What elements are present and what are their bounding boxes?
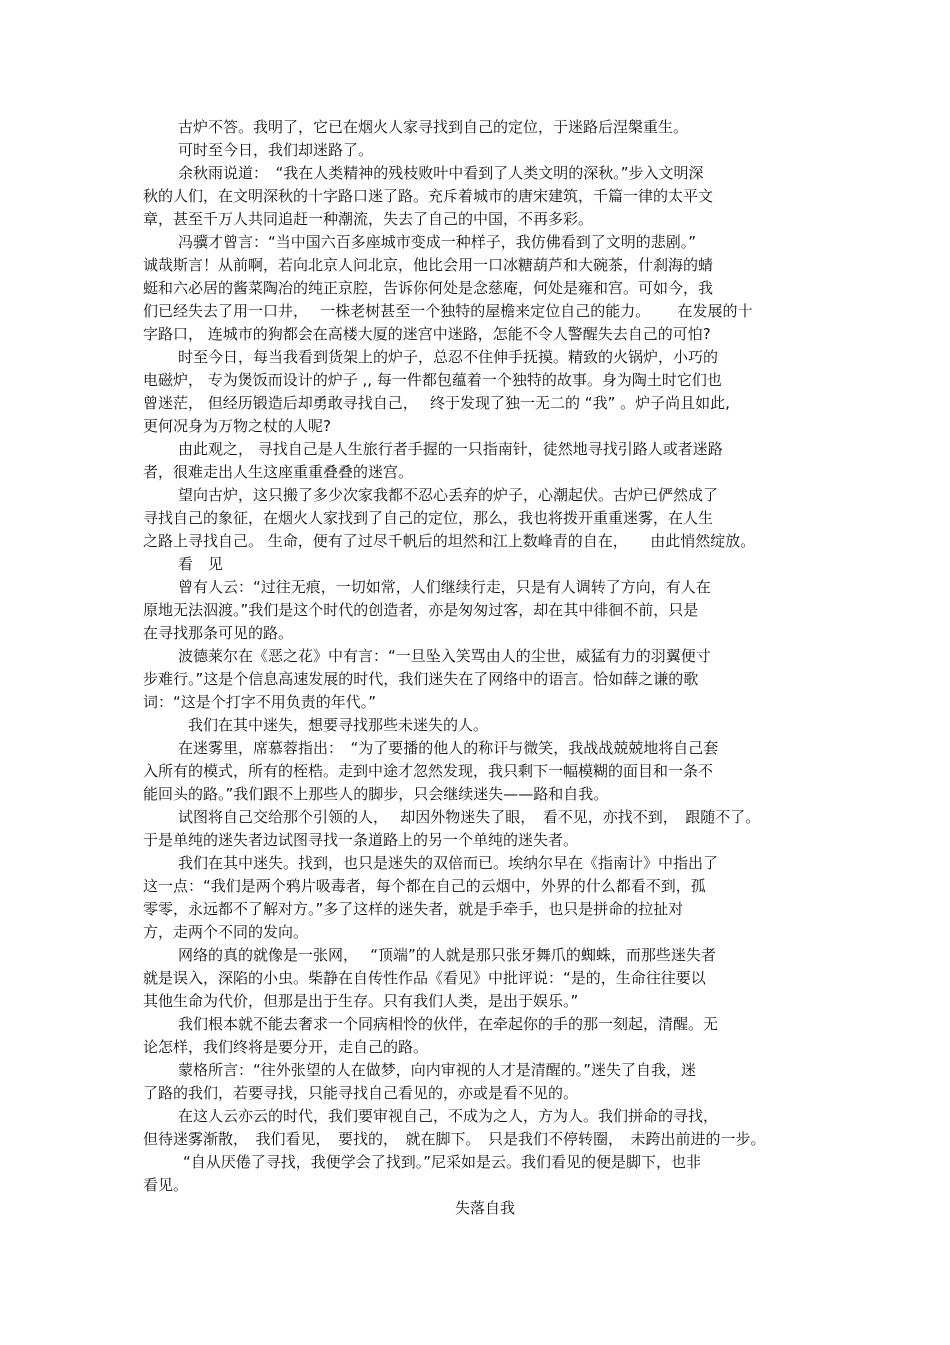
section-heading: 看 见 <box>178 555 224 573</box>
text-line: 冯骥才曾言：“当中国六百多座城市变成一种样子，我仿佛看到了文明的悲剧。” <box>178 233 697 251</box>
text-line: 我们在其中迷失。找到，也只是迷失的双倍而已。埃纳尔早在《指南计》中指出了 <box>178 854 719 872</box>
text-line: 但待迷雾渐散， 我们看见， 要找的， 就在脚下。 只是我们不停转圈， 未跨出前进的一步。 <box>143 1130 766 1148</box>
text-line: 能回头的路。”我们跟不上那些人的脚步，只会继续迷失——路和自我。 <box>143 785 609 803</box>
text-line: 零零，永远都不了解对方。”多了这样的迷失者，就是手牵手，也只是拼命的拉扯对 <box>143 900 684 918</box>
text-line: 秋的人们，在文明深秋的十字路口迷了路。充斥着城市的唐宋建筑，千篇一律的太平文 <box>143 187 714 205</box>
text-line: 试图将自己交给那个引领的人， 却因外物迷失了眼， 看不见，亦找不到， 跟随不了。 <box>178 808 761 826</box>
text-line: 寻找自己的象征，在烟火人家找到了自己的定位，那么，我也将拨开重重迷雾，在人生 <box>143 509 714 527</box>
text-line: 章，甚至千万人共同追赶一种潮流，失去了自己的中国，不再多彩。 <box>143 210 594 228</box>
text-line: 入所有的模式，所有的桎梏。走到中途才忽然发现，我只剩下一幅模糊的面目和一条不 <box>143 762 714 780</box>
text-line: 诚哉斯言！从前啊，若向北京人问北京，他比会用一口冰糖葫芦和大碗茶，什刹海的蜻 <box>143 256 714 274</box>
text-line: 原地无法泅渡。”我们是这个时代的创造者，亦是匆匆过客，却在其中徘徊不前，只是 <box>143 601 699 619</box>
text-line: 方，走两个不同的发向。 <box>143 923 309 941</box>
text-line: 看见。 <box>143 1176 189 1194</box>
text-line: 论怎样，我们终将是要分开，走自己的路。 <box>143 1038 429 1056</box>
text-line: 字路口， 连城市的狗都会在高楼大厦的迷宫中迷路，怎能不令人警醒失去自己的可怕? <box>143 325 711 343</box>
text-line: 时至今日，每当我看到货架上的炉子，总忍不住伸手抚摸。精致的火锅炉，小巧的 <box>178 348 719 366</box>
text-line: 步难行。”这是个信息高速发展的时代，我们迷失在了网络中的语言。恰如薛之谦的歌 <box>143 670 699 688</box>
text-line: 就是误入，深陷的小虫。柴静在自传性作品《看见》中批评说：“是的，生命往往要以 <box>143 969 706 987</box>
text-line: 其他生命为代价，但那是出于生存。只有我们人类，是出于娱乐。” <box>143 992 579 1010</box>
text-line: 蜓和六必居的酱菜陶冶的纯正京腔，告诉你何处是念慈庵，何处是雍和宫。可如今，我 <box>143 279 714 297</box>
text-line: 更何况身为万物之杖的人呢? <box>143 417 331 435</box>
text-line: 之路上寻找自己。 生命，便有了过尽千帆后的坦然和江上数峰青的自在， 由此悄然绽放。 <box>143 532 756 550</box>
text-line: 词：“这是个打字不用负责的年代。” <box>143 693 377 711</box>
text-line: 我们根本就不能去奢求一个同病相怜的伙伴，在牵起你的手的那一刻起，清醒。无 <box>178 1015 719 1033</box>
text-line: 由此观之， 寻找自己是人生旅行者手握的一只指南针，徒然地寻找引路人或者迷路 <box>178 440 723 458</box>
text-line: 望向古炉，这只搬了多少次家我都不忍心丢弃的炉子，心潮起伏。古炉已俨然成了 <box>178 486 719 504</box>
text-line: 曾迷茫， 但经历锻造后却勇敢寻找自己， 终于发现了独一无二的 “我” 。炉子尚且如此, <box>143 394 730 412</box>
text-line: 们已经失去了用一口井， 一株老树甚至一个独特的屋檐来定位自己的能力。 在发展的十 <box>143 302 753 320</box>
text-line: 蒙格所言：“往外张望的人在做梦，向内审视的人才是清醒的。”迷失了自我，迷 <box>178 1061 697 1079</box>
text-line: 可时至今日，我们却迷路了。 <box>178 141 374 159</box>
text-line: 这一点：“我们是两个鸦片吸毒者，每个都在自己的云烟中，外界的什么都看不到，孤 <box>143 877 706 895</box>
text-line: 者，很难走出人生这座重重叠叠的迷宫。 <box>143 463 414 481</box>
text-line: 波德莱尔在《恶之花》中有言：“一旦坠入笑骂由人的尘世，威猛有力的羽翼便寸 <box>178 647 711 665</box>
text-line: 在迷雾里，席慕蓉指出： “为了要播的他人的称讦与微笑，我战战兢兢地将自己套 <box>178 739 719 757</box>
text-line: 我们在其中迷失，想要寻找那些未迷失的人。 <box>188 716 489 734</box>
text-line: 在寻找那条可见的路。 <box>143 624 294 642</box>
text-line: “自从厌倦了寻找，我便学会了找到。”尼采如是云。我们看见的便是脚下，也非 <box>183 1153 702 1171</box>
text-line: 在这人云亦云的时代，我们要审视自己，不成为之人，方为人。我们拼命的寻找， <box>178 1107 719 1125</box>
closing-title: 失落自我 <box>455 1199 516 1217</box>
text-line: 了路的我们，若要寻找，只能寻找自己看见的，亦或是看不见的。 <box>143 1084 579 1102</box>
text-line: 余秋雨说道： “我在人类精神的残枝败叶中看到了人类文明的深秋。”步入文明深 <box>178 164 704 182</box>
text-line: 古炉不答。我明了，它已在烟火人家寻找到自己的定位，于迷路后涅槃重生。 <box>178 118 689 136</box>
text-line: 网络的真的就像是一张网， “顶端”的人就是那只张牙舞爪的蜘蛛，而那些迷失者 <box>178 946 716 964</box>
text-line: 曾有人云：“过往无痕，一切如常，人们继续行走，只是有人调转了方向，有人在 <box>178 578 711 596</box>
text-line: 于是单纯的迷失者边试图寻找一条道路上的另一个单纯的迷失者。 <box>143 831 579 849</box>
text-line: 电磁炉， 专为煲饭而设计的炉子 ,, 每一件都包蕴着一个独特的故事。身为陶土时它们也 <box>143 371 722 389</box>
